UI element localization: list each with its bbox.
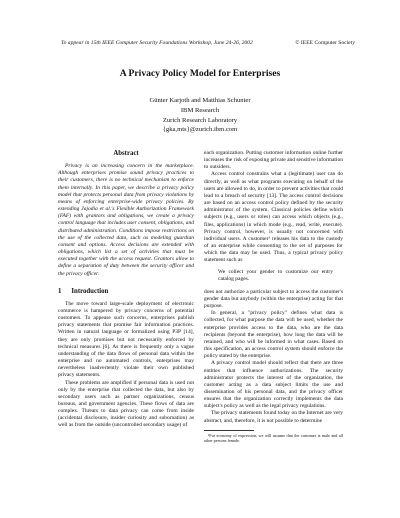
left-column (58, 150, 194, 430)
intro-title: Introduction (71, 287, 109, 295)
right-paragraph-2: Access control constrains what a (legitimate) user can do directly, as well as what programs executing on behalf of the users are allowed to do, in order to prevent activities that could lead to a breach of security [13]. The access control decisions are based on an access control policy defined by the security administrator of the system. Classical policies define which subjects (e.g., users or roles) can access which objects (e.g., files, applications) in which mode (e.g., read, write, execute). Privacy control, however, is usually not concerned with individual users. A customer¹ releases his data to the custody of an enterprise while consenting to the set of purposes for which the data may be used. Thus, a typical privacy policy statement such as (204, 171, 343, 264)
author-block (0, 96, 400, 135)
right-column (204, 150, 343, 444)
right-paragraph-4: In general, a "privacy policy" defines what data is collected, for what purpose the data will be used, whether the enterprise provides access to the data, who are the data recipients (beyond the enterprise), how long the data will be retained, and who will be informed in what cases. Based on this specification, an access control system should enforce the policy stated by the enterprise. (204, 310, 343, 360)
right-paragraph-1: each organization. Putting customer information online further increases the risk of exposing private and sensitive information to outsiders. (204, 150, 343, 171)
abstract-text: Privacy is an increasing concern in the marketplace. Although enterprises promise sound privacy practices to their customers, there is no technical mechanism to enforce them internally. In this paper, we describe a privacy policy model that protects personal data from privacy violations by means of enforcing enterprise-wide privacy policies. By extending Jajodia et al.'s Flexible Authorization Framework (FAF) with grantors and obligations, we create a privacy control language that includes user consent, obligations, and distributed administration. Conditions impose restrictions on the use of the collected data, such as modeling guardian consent and options. Access decisions are extended with obligations, which list a set of activities that must be executed together with the access request. Grantors allow to define a separation of duty between the security officer and the privacy officer. (58, 163, 194, 277)
policy-quote: We collect your gender to customize our entry catalog pages. (218, 268, 333, 282)
intro-paragraph-2: These problems are amplified if personal data is used not only by the enterprise that collected the data, but also by secondary users such as partner organizations, census bureaus, and government agencies. These flows of data are complex. Threats to data privacy can come from inside (accidental disclosure, insider curiosity and subornation) as well as from the outside (uncontrolled secondary usage) of (58, 379, 194, 429)
footnote-rule (204, 430, 254, 431)
author-org: IBM Research (180, 106, 220, 114)
right-paragraph-3: does not authorize a particular subject to access the customer's gender data but anybody (within the enterprise) acting for that purpose. (204, 288, 343, 310)
venue-line: To appear in 15th IEEE Computer Security Foundations Workshop, June 24-26, 2002 (61, 40, 253, 46)
author-names: Günter Karjoth and Matthias Schunter (149, 97, 251, 104)
intro-paragraph-1: The move toward large-scale deployment of electronic commerce is hampered by privacy concerns of potential customers. To appease such concerns, enterprises publish privacy statements that promise fair information practices. Written in natural language or formalized using P3P [14], they are only promises but not necessarily enforced by technical measures [6]. As there is frequently only a vague understanding of the data flows of personal data within the enterprise and no automated controls, enterprises may nevertheless inadvertently violate their own published privacy statements. (58, 300, 194, 379)
copyright-line: © IEEE Computer Society (295, 40, 355, 46)
venue-header (61, 40, 355, 46)
abstract-heading: Abstract (113, 150, 139, 157)
right-paragraph-6: The privacy statements found today on the Internet are very abstract, and, therefore, it is not possible to determine (204, 410, 343, 424)
right-paragraph-5: A privacy control model should reflect that there are three entities that influence authorizations. The security administrator protects the interest of the organization, the customer acting as a data subject limits the use and dissemination of his personal data, and the privacy officer ensures that the organization correctly implements the data subject's policy as well as the legal privacy regulations. (204, 360, 343, 410)
paper-title: A Privacy Policy Model for Enterprises (119, 68, 281, 79)
footnote: ¹For economy of expression, we will assume that the customer is male and all other persons female. (204, 432, 343, 444)
author-lab: Zurich Research Laboratory (162, 116, 238, 124)
author-email: {gka,mts}@zurich.ibm.com (162, 126, 238, 134)
intro-number: 1 (58, 287, 62, 295)
intro-heading (58, 288, 194, 295)
